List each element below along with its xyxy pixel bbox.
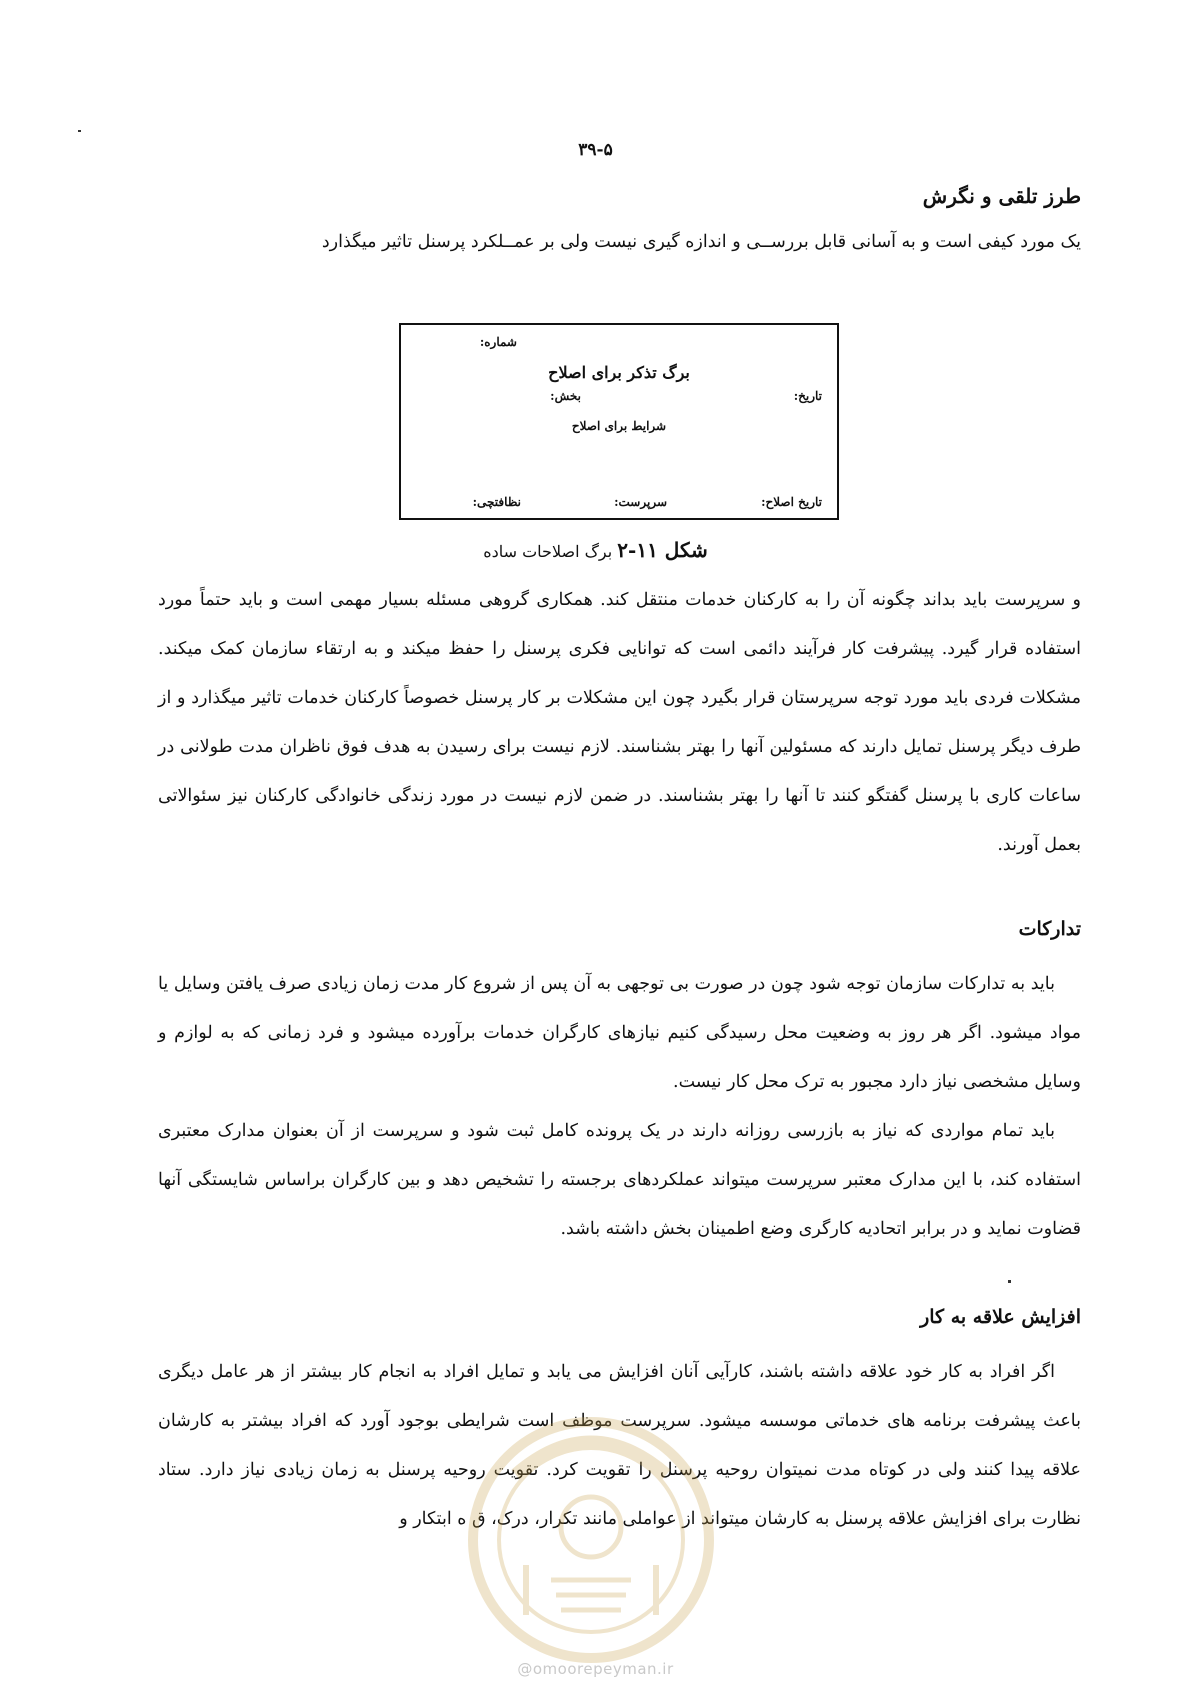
form-title: برگ تذکر برای اصلاح — [548, 363, 690, 382]
heading-interest: افزایش علاقه به کار — [920, 1306, 1081, 1328]
scan-speck — [1008, 1280, 1011, 1283]
form-cleaner-label: نظافتچی: — [472, 495, 521, 509]
form-conditions-label: شرایط برای اصلاح — [571, 419, 667, 433]
paragraph-attitude-intro: یک مورد کیفی است و به آسانی قابل بررســی و اندازه گیری نیست ولی بر عمــلکرد پرسنل تاثیر میگذارد — [321, 232, 1081, 252]
form-number-label: شماره: — [479, 335, 517, 349]
heading-attitude: طرز تلقی و نگرش — [922, 184, 1081, 208]
paragraph-interest: اگر افراد به کار خود علاقه داشته باشند، کارآیی آنان افزایش می یابد و تمایل افراد به انجام کار بیشتر از هر عامل دیگری باعث پیشرفت برنامه های خدماتی موسسه میشود. سرپرست موظف است شرایطی بوجود آورد که افراد بیشتر به کارشان علاقه پیدا کنند ولی در کوتاه مدت نمیتوان روحیه پرسنل را تقویت کرد. تقویت روحیه پرسنل به زمان زیادی نیاز دارد. ستاد نظارت برای افزایش علاقه پرسنل به کارشان میتواند از عواملی مانند تکرار، درک، ق ه ابتکار و — [158, 1362, 1081, 1529]
paragraph-body: و سرپرست باید بداند چگونه آن را به کارکنان خدمات منتقل کند. همکاری گروهی مسئله بسیار مهمی است و باید حتماً مورد استفاده قرار گیرد. پیشرفت کار فرآیند دائمی است که توانایی فکری پرسنل را حفظ میکند و به ارتقاء سازمان کمک میکند. مشکلات فردی باید مورد توجه سرپرستان قرار بگیرد چون این مشکلات بر کار پرسنل خصوصاً کارکنان خدمات تاثیر میگذارد و از طرف دیگر پرسنل تمایل دارند که مسئولین آنها را بهتر بشناسند. لازم نیست برای رسیدن به هدف فوق ناظران مدت طولانی در ساعات کاری با پرسنل گفتگو کنند تا آنها را بهتر بشناسند. در ضمن لازم نیست در مورد زندگی خانوادگی کارکنان نیز سئوالاتی بعمل آورند. — [158, 590, 1081, 855]
form-date-label: تاریخ: — [793, 389, 822, 403]
paragraph-logistics-1: باید به تدارکات سازمان توجه شود چون در صورت بی توجهی به آن پس از شروع کار مدت زمان زیادی صرف یافتن وسایل یا مواد میشود. اگر هر روز به وضعیت محل رسیدگی کنیم نیازهای کارگران خدمات برآورده میشود و فرد زمانی که به لوازم و وسایل مشخصی نیاز دارد مجبور به ترک محل کار نیست. — [158, 974, 1081, 1092]
page-number: ۳۹-۵ — [578, 140, 613, 160]
scan-speck — [78, 130, 81, 132]
footer-website-url: @omoorepeyman.ir — [517, 1660, 674, 1678]
footer-url-text: omoorepeyman.ir — [532, 1660, 674, 1678]
form-section-label: بخش: — [550, 389, 581, 403]
correction-form-figure — [399, 323, 839, 520]
form-supervisor-label: سرپرست: — [614, 495, 667, 509]
figure-caption-text: برگ اصلاحات ساده — [483, 542, 613, 561]
figure-caption — [0, 538, 1191, 562]
paragraph-logistics-2: باید تمام مواردی که نیاز به بازرسی روزانه دارند در یک پرونده کامل ثبت شود و سرپرست از آن بعنوان مدارک معتبری استفاده کند، با این مدارک معتبر سرپرست میتواند عملکردهای برجسته را تشخیص دهد و بین کارگران براساس شایستگی آنها قضاوت نماید و در برابر اتحادیه کارگری وضع اطمینان بخش داشته باشد. — [158, 1121, 1081, 1239]
seal-watermark-icon — [456, 1415, 726, 1665]
form-fix-date-label: تاریخ اصلاح: — [761, 495, 822, 509]
figure-caption-label: شکل ۱۱-۲ — [617, 538, 708, 562]
heading-logistics: تدارکات — [1018, 918, 1081, 940]
